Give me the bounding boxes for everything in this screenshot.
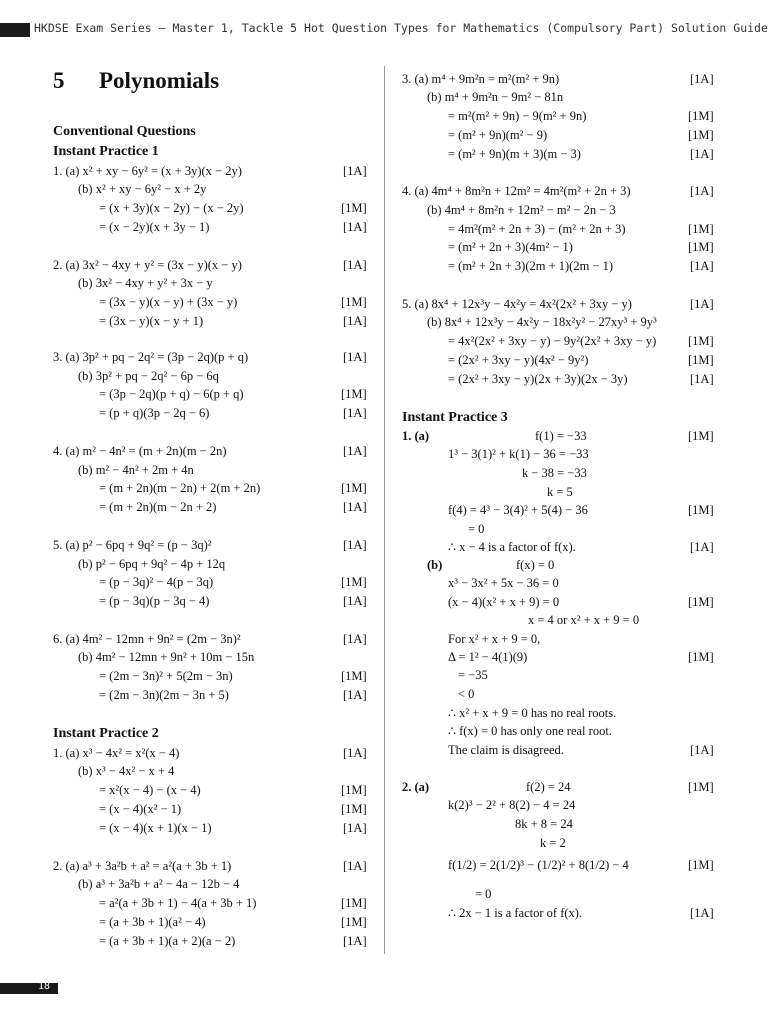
answer-line: = (3x − y)(x − y + 1) [99,314,204,328]
answer-line: 4. (a) 4m⁴ + 8m²n + 12m² = 4m²(m² + 2n + 3) [402,184,631,198]
answer-line: = (3x − y)(x − y) + (3x − y) [99,295,238,309]
answer-line: = (m + 2n)(m − 2n + 2) [99,500,217,514]
chapter-number: 5 [53,68,65,93]
mark: [1A] [343,688,367,702]
mark: [1A] [343,406,367,420]
answer-line: For x² + x + 9 = 0, [448,632,541,646]
mark: [1M] [688,780,714,794]
answer-line: = (2m − 3n)² + 5(2m − 3n) [99,669,233,683]
section-heading: Conventional Questions [53,124,196,139]
answer-line: = (x − 4)(x² − 1) [99,802,182,816]
answer-line: (b) 8x⁴ + 12x³y − 4x²y − 18x²y² − 27xy³ + 9y³ [427,315,657,329]
mark: [1M] [688,109,714,123]
mark: [1A] [343,220,367,234]
answer-line: ∴ f(x) = 0 has only one real root. [448,724,612,738]
answer-line: k(2)³ − 2² + 8(2) − 4 = 24 [448,798,576,812]
answer-line: = (2x² + 3xy − y)(4x² − 9y²) [448,353,589,367]
mark: [1A] [343,350,367,364]
answer-line: 3. (a) m⁴ + 9m²n = m²(m² + 9n) [402,72,560,86]
mark: [1A] [690,297,714,311]
mark: [1M] [688,503,714,517]
answer-line: k = 5 [547,485,573,499]
answer-line: = a²(a + 3b + 1) − 4(a + 3b + 1) [99,896,257,910]
answer-line: (b) 3x² − 4xy + y² + 3x − y [78,276,213,290]
mark: [1M] [341,481,367,495]
answer-line: = 4m²(m² + 2n + 3) − (m² + 2n + 3) [448,222,626,236]
page-header: HKDSE Exam Series — Master 1, Tackle 5 Hot Question Types for Mathematics (Compulsory Part) Solution Guide [34,21,768,35]
answer-line: (b) 4m⁴ + 8m²n + 12m² − m² − 2n − 3 [427,203,616,217]
answer-line: k = 2 [540,836,566,850]
answer-line: ∴ x² + x + 9 = 0 has no real roots. [448,706,617,720]
mark: [1A] [343,934,367,948]
answer-line: (b) p² − 6pq + 9q² − 4p + 12q [78,557,226,571]
mark: [1M] [688,128,714,142]
answer-line: = (a + 3b + 1)(a² − 4) [99,915,206,929]
answer-line: (b) 3p² + pq − 2q² − 6p − 6q [78,369,219,383]
answer-line: 1. (a) x³ − 4x² = x²(x − 4) [53,746,180,760]
answer-line: (b) x³ − 4x² − x + 4 [78,764,175,778]
mark: [1M] [688,240,714,254]
mark: [1M] [688,353,714,367]
answer-line: ∴ x − 4 is a factor of f(x). [448,540,576,554]
answer-line: 5. (a) 8x⁴ + 12x³y − 4x²y = 4x²(2x² + 3xy − y) [402,297,632,311]
mark: [1A] [343,164,367,178]
answer-line: = (3p − 2q)(p + q) − 6(p + q) [99,387,244,401]
answer-line: (b) a³ + 3a²b + a² − 4a − 12b − 4 [78,877,240,891]
answer-line: 1. (a) x² + xy − 6y² = (x + 3y)(x − 2y) [53,164,242,178]
answer-line: f(x) = 0 [516,558,555,572]
mark: [1M] [341,915,367,929]
mark: [1M] [341,387,367,401]
answer-line: f(4) = 4³ − 3(4)² + 5(4) − 36 [448,503,588,517]
mark: [1A] [690,743,714,757]
answer-line: 2. (a) a³ + 3a²b + a² = a²(a + 3b + 1) [53,859,232,873]
mark: [1M] [688,334,714,348]
mark: [1M] [688,650,714,664]
answer-line: 8k + 8 = 24 [515,817,573,831]
answer-line: = (p − 3q)(p − 3q − 4) [99,594,210,608]
answer-line: = (m² + 9n)(m + 3)(m − 3) [448,147,581,161]
answer-line: 1. (a) [402,429,430,443]
mark: [1M] [688,222,714,236]
answer-line: f(1/2) = 2(1/2)³ − (1/2)² + 8(1/2) − 4 [448,858,629,872]
answer-line: = 0 [468,522,485,536]
mark: [1M] [688,858,714,872]
chapter-heading [53,68,219,94]
mark: [1A] [690,540,714,554]
mark: [1A] [343,538,367,552]
answer-line: = (x + 3y)(x − 2y) − (x − 2y) [99,201,244,215]
answer-line: ∴ 2x − 1 is a factor of f(x). [448,906,583,920]
answer-line: (x − 4)(x² + x + 9) = 0 [448,595,560,609]
answer-line: f(2) = 24 [526,780,571,794]
practice-heading: Instant Practice 3 [402,410,508,425]
header-bar [0,23,30,37]
mark: [1A] [343,746,367,760]
mark: [1A] [343,859,367,873]
answer-line: = (m² + 2n + 3)(2m + 1)(2m − 1) [448,259,614,273]
mark: [1M] [341,802,367,816]
answer-line: (b) m⁴ + 9m²n − 9m² − 81n [427,90,564,104]
mark: [1M] [341,201,367,215]
answer-line: = m²(m² + 9n) − 9(m² + 9n) [448,109,587,123]
practice-heading: Instant Practice 1 [53,144,159,159]
answer-line: k − 38 = −33 [522,466,587,480]
mark: [1A] [343,821,367,835]
answer-line: x³ − 3x² + 5x − 36 = 0 [448,576,559,590]
answer-line: 3. (a) 3p² + pq − 2q² = (3p − 2q)(p + q) [53,350,249,364]
mark: [1A] [690,147,714,161]
answer-line: x = 4 or x² + x + 9 = 0 [528,613,640,627]
mark: [1A] [343,500,367,514]
mark: [1M] [341,783,367,797]
answer-line: 4. (a) m² − 4n² = (m + 2n)(m − 2n) [53,444,227,458]
answer-line: f(1) = −33 [535,429,587,443]
mark: [1M] [341,575,367,589]
answer-line: (b) x² + xy − 6y² − x + 2y [78,182,207,196]
answer-line: (b) [427,558,443,572]
answer-line: = (m² + 2n + 3)(4m² − 1) [448,240,573,254]
answer-line: < 0 [458,687,475,701]
mark: [1M] [341,295,367,309]
answer-line: = (p + q)(3p − 2q − 6) [99,406,210,420]
answer-line: = (x − 4)(x + 1)(x − 1) [99,821,212,835]
answer-line: Δ = 1² − 4(1)(9) [448,650,528,664]
mark: [1A] [343,444,367,458]
column-divider [384,66,385,954]
answer-line: = 4x²(2x² + 3xy − y) − 9y²(2x² + 3xy − y) [448,334,657,348]
answer-line: = 0 [475,887,492,901]
mark: [1A] [690,259,714,273]
answer-line: 2. (a) [402,780,430,794]
answer-line: = x²(x − 4) − (x − 4) [99,783,201,797]
mark: [1A] [690,906,714,920]
answer-line: 6. (a) 4m² − 12mn + 9n² = (2m − 3n)² [53,632,241,646]
mark: [1A] [343,632,367,646]
page-number: 18 [38,981,51,992]
answer-line: (b) 4m² − 12mn + 9n² + 10m − 15n [78,650,255,664]
answer-line: The claim is disagreed. [448,743,564,757]
answer-line: = (m + 2n)(m − 2n) + 2(m + 2n) [99,481,261,495]
chapter-title: Polynomials [99,68,220,93]
mark: [1A] [343,314,367,328]
mark: [1M] [688,429,714,443]
answer-line: (b) m² − 4n² + 2m + 4n [78,463,194,477]
answer-line: = (m² + 9n)(m² − 9) [448,128,548,142]
answer-line: 2. (a) 3x² − 4xy + y² = (3x − y)(x − y) [53,258,242,272]
answer-line: = (x − 2y)(x + 3y − 1) [99,220,210,234]
answer-line: = (a + 3b + 1)(a + 2)(a − 2) [99,934,236,948]
mark: [1A] [343,258,367,272]
answer-line: 5. (a) p² − 6pq + 9q² = (p − 3q)² [53,538,212,552]
mark: [1M] [341,896,367,910]
answer-line: = −35 [458,668,488,682]
answer-line: = (2m − 3n)(2m − 3n + 5) [99,688,229,702]
answer-line: = (p − 3q)² − 4(p − 3q) [99,575,214,589]
mark: [1A] [690,72,714,86]
mark: [1A] [690,372,714,386]
practice-heading: Instant Practice 2 [53,726,159,741]
mark: [1A] [690,184,714,198]
answer-line: 1³ − 3(1)² + k(1) − 36 = −33 [448,447,589,461]
mark: [1M] [341,669,367,683]
answer-line: = (2x² + 3xy − y)(2x + 3y)(2x − 3y) [448,372,628,386]
mark: [1A] [343,594,367,608]
mark: [1M] [688,595,714,609]
